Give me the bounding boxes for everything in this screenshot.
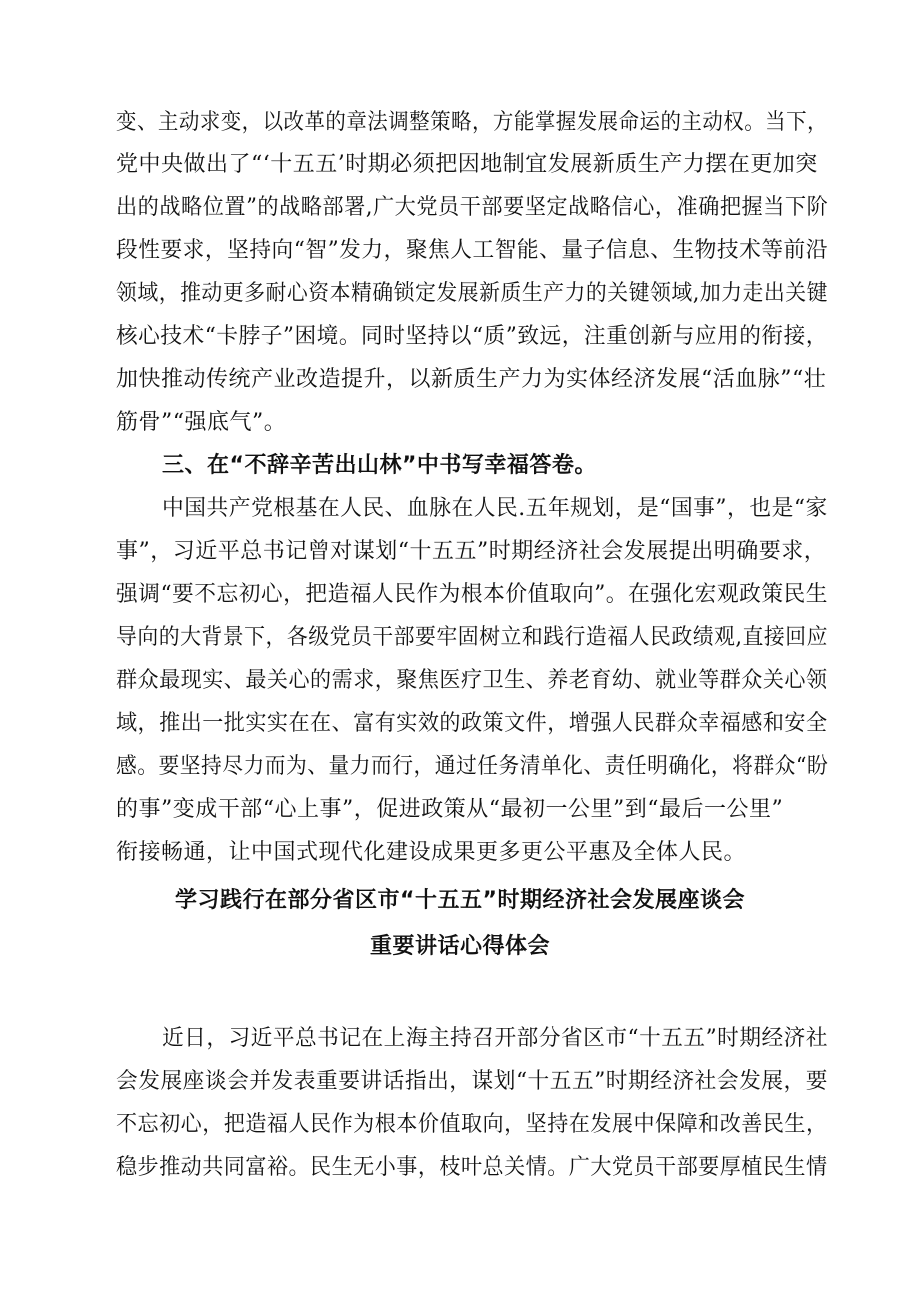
paragraph-line: 核心技术“卡脖子”困境。同时坚持以“质”致远，注重创新与应用的衔接， xyxy=(116,324,828,349)
paragraph-line: 党中央做出了“‘十五五’时期必须把因地制宜发展新质生产力摆在更加突 xyxy=(116,152,818,177)
paragraph-line: 群众最现实、最关心的需求，聚焦医疗卫生、养老育幼、就业等群众关心领 xyxy=(116,668,828,693)
paragraph-line: 中国共产党根基在人民、血脉在人民.五年规划，是“国事”，也是“家 xyxy=(162,496,828,521)
paragraph-line: 域，推出一批实实在在、富有实效的政策文件，增强人民群众幸福感和安全 xyxy=(116,711,828,736)
paragraph-line: 筋骨”“强底气”。 xyxy=(116,410,287,435)
paragraph-line: 出的战略位置”的战略部署,广大党员干部要坚定战略信心，准确把握当下阶 xyxy=(116,195,829,220)
paragraph-line: 变、主动求变，以改革的章法调整策略，方能掌握发展命运的主动权。当下， xyxy=(116,110,829,135)
paragraph-line: 感。要坚持尽力而为、量力而行，通过任务清单化、责任明确化，将群众“盼 xyxy=(116,754,829,779)
paragraph-line: 衔接畅通，让中国式现代化建设成果更多更公平惠及全体人民。 xyxy=(116,840,747,865)
article-title-line-2: 重要讲话心得体会 xyxy=(369,934,550,959)
paragraph-line: 会发展座谈会并发表重要讲话指出，谋划“十五五”时期经济社会发展，要 xyxy=(116,1069,828,1094)
paragraph-line: 事”，习近平总书记曾对谋划“十五五”时期经济社会发展提出明确要求， xyxy=(116,539,827,564)
paragraph-line: 强调“要不忘初心，把造福人民作为根本价值取向”。在强化宏观政策民生 xyxy=(116,582,828,607)
paragraph-line: 近日，习近平总书记在上海主持召开部分省区市“十五五”时期经济社 xyxy=(162,1026,828,1051)
paragraph-line: 段性要求，坚持向“智”发力，聚焦人工智能、量子信息、生物技术等前沿 xyxy=(116,238,828,263)
paragraph-line: 的事”变成干部“心上事”，促进政策从“最初一公里”到“最后一公里” xyxy=(116,797,784,822)
article-title-line-1: 学习践行在部分省区市“十五五”时期经济社会发展座谈会 xyxy=(175,888,745,913)
section-heading: 三、在“不辞辛苦出山林”中书写幸福答卷。 xyxy=(162,453,597,478)
paragraph-line: 导向的大背景下，各级党员干部要牢固树立和践行造福人民政绩观,直接回应 xyxy=(116,625,828,650)
paragraph-line: 加快推动传统产业改造提升，以新质生产力为实体经济发展“活血脉”“壮 xyxy=(116,367,827,392)
paragraph-line: 领域，推动更多耐心资本精确锁定发展新质生产力的关键领域,加力走出关键 xyxy=(116,281,828,306)
paragraph-line: 不忘初心，把造福人民作为根本价值取向，坚持在发展中保障和改善民生， xyxy=(116,1112,828,1137)
paragraph-line: 稳步推动共同富裕。民生无小事，枝叶总关情。广大党员干部要厚植民生情 xyxy=(116,1155,828,1180)
